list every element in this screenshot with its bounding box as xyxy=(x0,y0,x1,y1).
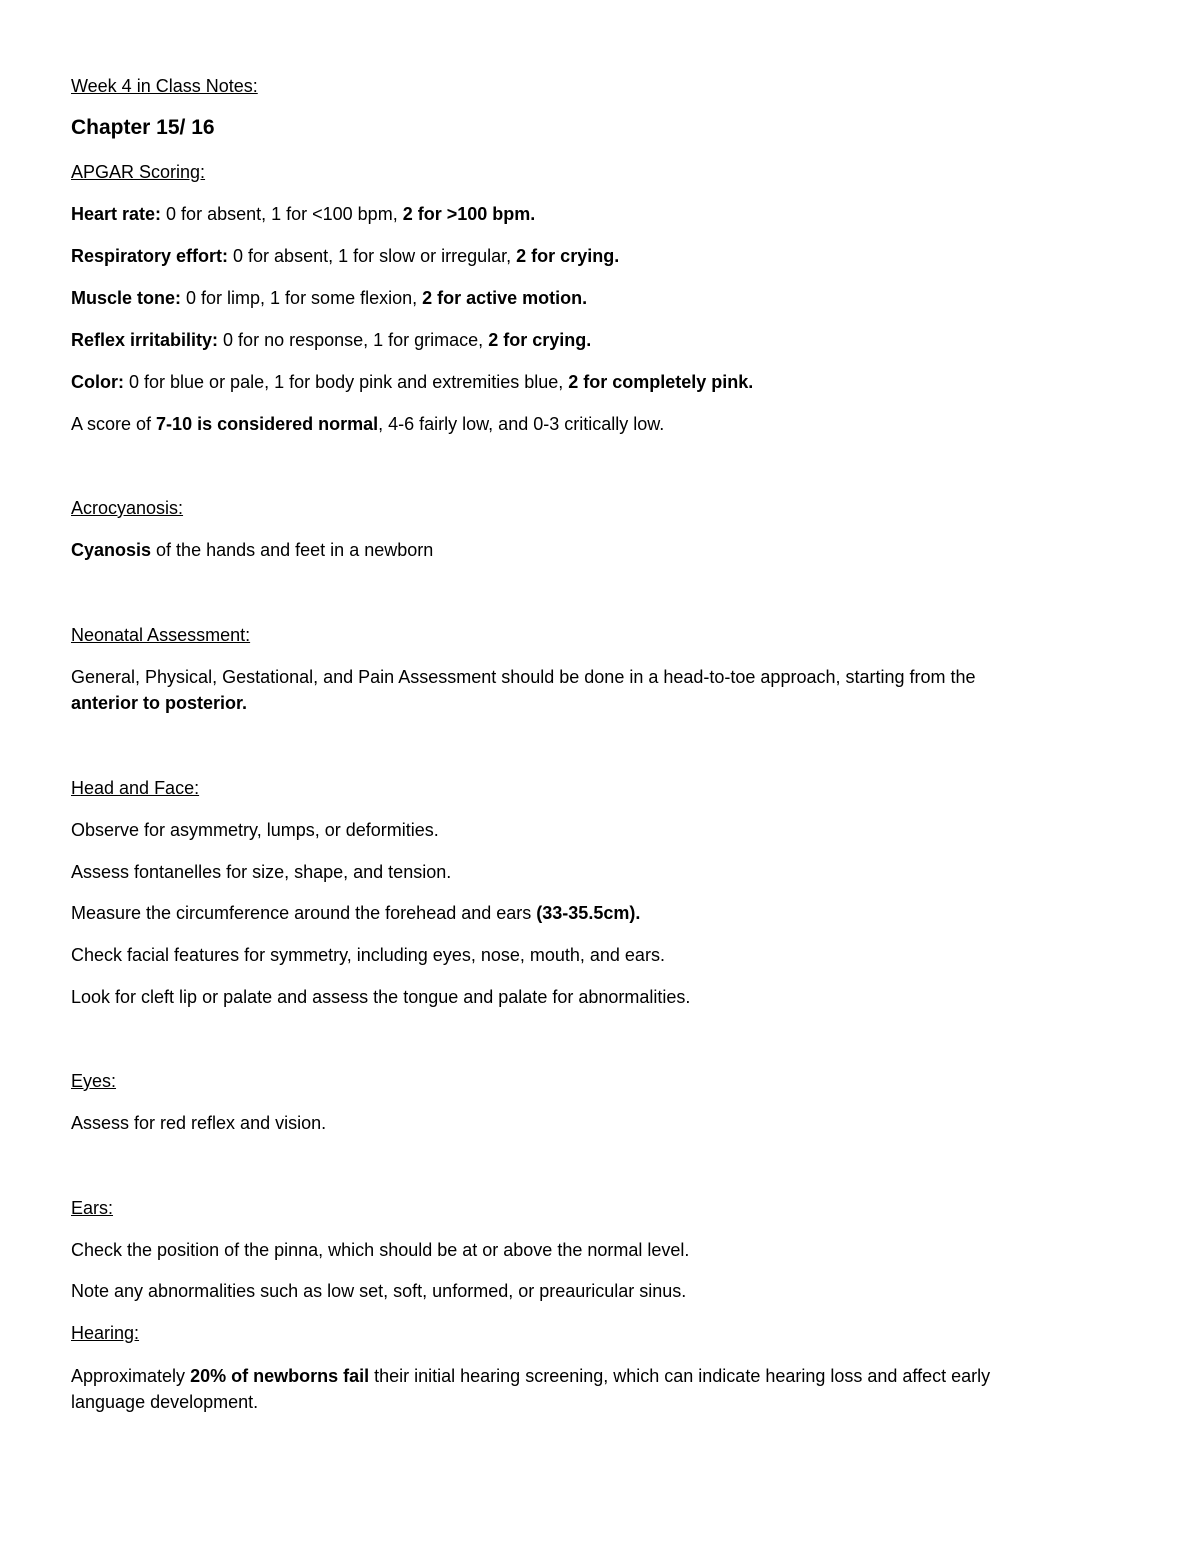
circumference-text: Measure the circumference around the forehead and ears xyxy=(71,903,537,923)
apgar-heading: APGAR Scoring: xyxy=(71,162,206,182)
hearing-text-2: their initial hearing screening, which can indicate hearing loss and affect early xyxy=(369,1366,991,1386)
color-text: 0 for blue or pale, 1 for body pink and extremities blue, xyxy=(124,372,569,392)
head-line-2: Assess fontanelles for size, shape, and tension. xyxy=(71,862,452,882)
neonatal-heading: Neonatal Assessment: xyxy=(71,625,251,645)
acrocyanosis-definition xyxy=(71,537,433,563)
reflex-text: 0 for no response, 1 for grimace, xyxy=(218,330,489,350)
score-text-1: A score of xyxy=(71,414,157,434)
apgar-heart-rate xyxy=(71,201,535,227)
muscle-tone-bold: 2 for active motion. xyxy=(422,288,588,308)
color-label: Color: xyxy=(71,372,124,392)
respiratory-text: 0 for absent, 1 for slow or irregular, xyxy=(228,246,517,266)
muscle-tone-label: Muscle tone: xyxy=(71,288,182,308)
reflex-label: Reflex irritability: xyxy=(71,330,219,350)
head-line-1: Observe for asymmetry, lumps, or deformities. xyxy=(71,820,439,840)
hearing-line-1 xyxy=(71,1363,990,1389)
anterior-posterior-bold: anterior to posterior. xyxy=(71,693,248,713)
hearing-heading: Hearing: xyxy=(71,1323,140,1343)
neonatal-line-1: General, Physical, Gestational, and Pain Assessment should be done in a head-to-toe approach, starting from the xyxy=(71,667,976,687)
head-face-heading: Head and Face: xyxy=(71,778,200,798)
week-title: Week 4 in Class Notes: xyxy=(71,76,258,96)
head-line-5: Look for cleft lip or palate and assess the tongue and palate for abnormalities. xyxy=(71,987,691,1007)
circumference-bold: (33-35.5cm). xyxy=(536,903,641,923)
heart-rate-label: Heart rate: xyxy=(71,204,162,224)
hearing-line-2: language development. xyxy=(71,1392,259,1412)
score-text-2: , 4-6 fairly low, and 0-3 critically low. xyxy=(378,414,665,434)
score-bold: 7-10 is considered normal xyxy=(156,414,379,434)
ears-line-2: Note any abnormalities such as low set, soft, unformed, or preauricular sinus. xyxy=(71,1281,687,1301)
heart-rate-bold: 2 for >100 bpm. xyxy=(402,204,536,224)
apgar-muscle-tone xyxy=(71,285,587,311)
eyes-line-1: Assess for red reflex and vision. xyxy=(71,1113,327,1133)
apgar-color xyxy=(71,369,753,395)
eyes-heading: Eyes: xyxy=(71,1071,117,1091)
chapter-heading: Chapter 15/ 16 xyxy=(71,116,215,139)
acrocyanosis-heading: Acrocyanosis: xyxy=(71,498,184,518)
ears-heading: Ears: xyxy=(71,1198,114,1218)
respiratory-bold: 2 for crying. xyxy=(516,246,620,266)
hearing-text-1: Approximately xyxy=(71,1366,191,1386)
head-line-3 xyxy=(71,900,640,926)
apgar-respiratory xyxy=(71,243,619,269)
ears-line-1: Check the position of the pinna, which should be at or above the normal level. xyxy=(71,1240,690,1260)
respiratory-label: Respiratory effort: xyxy=(71,246,229,266)
apgar-score-summary xyxy=(71,411,664,437)
apgar-reflex xyxy=(71,327,591,353)
hearing-bold: 20% of newborns fail xyxy=(190,1366,370,1386)
color-bold: 2 for completely pink. xyxy=(568,372,754,392)
reflex-bold: 2 for crying. xyxy=(488,330,592,350)
head-line-4: Check facial features for symmetry, including eyes, nose, mouth, and ears. xyxy=(71,945,665,965)
heart-rate-text: 0 for absent, 1 for <100 bpm, xyxy=(161,204,403,224)
neonatal-line-2 xyxy=(71,690,247,716)
muscle-tone-text: 0 for limp, 1 for some flexion, xyxy=(181,288,423,308)
cyanosis-bold: Cyanosis xyxy=(71,540,152,560)
cyanosis-text: of the hands and feet in a newborn xyxy=(151,540,434,560)
